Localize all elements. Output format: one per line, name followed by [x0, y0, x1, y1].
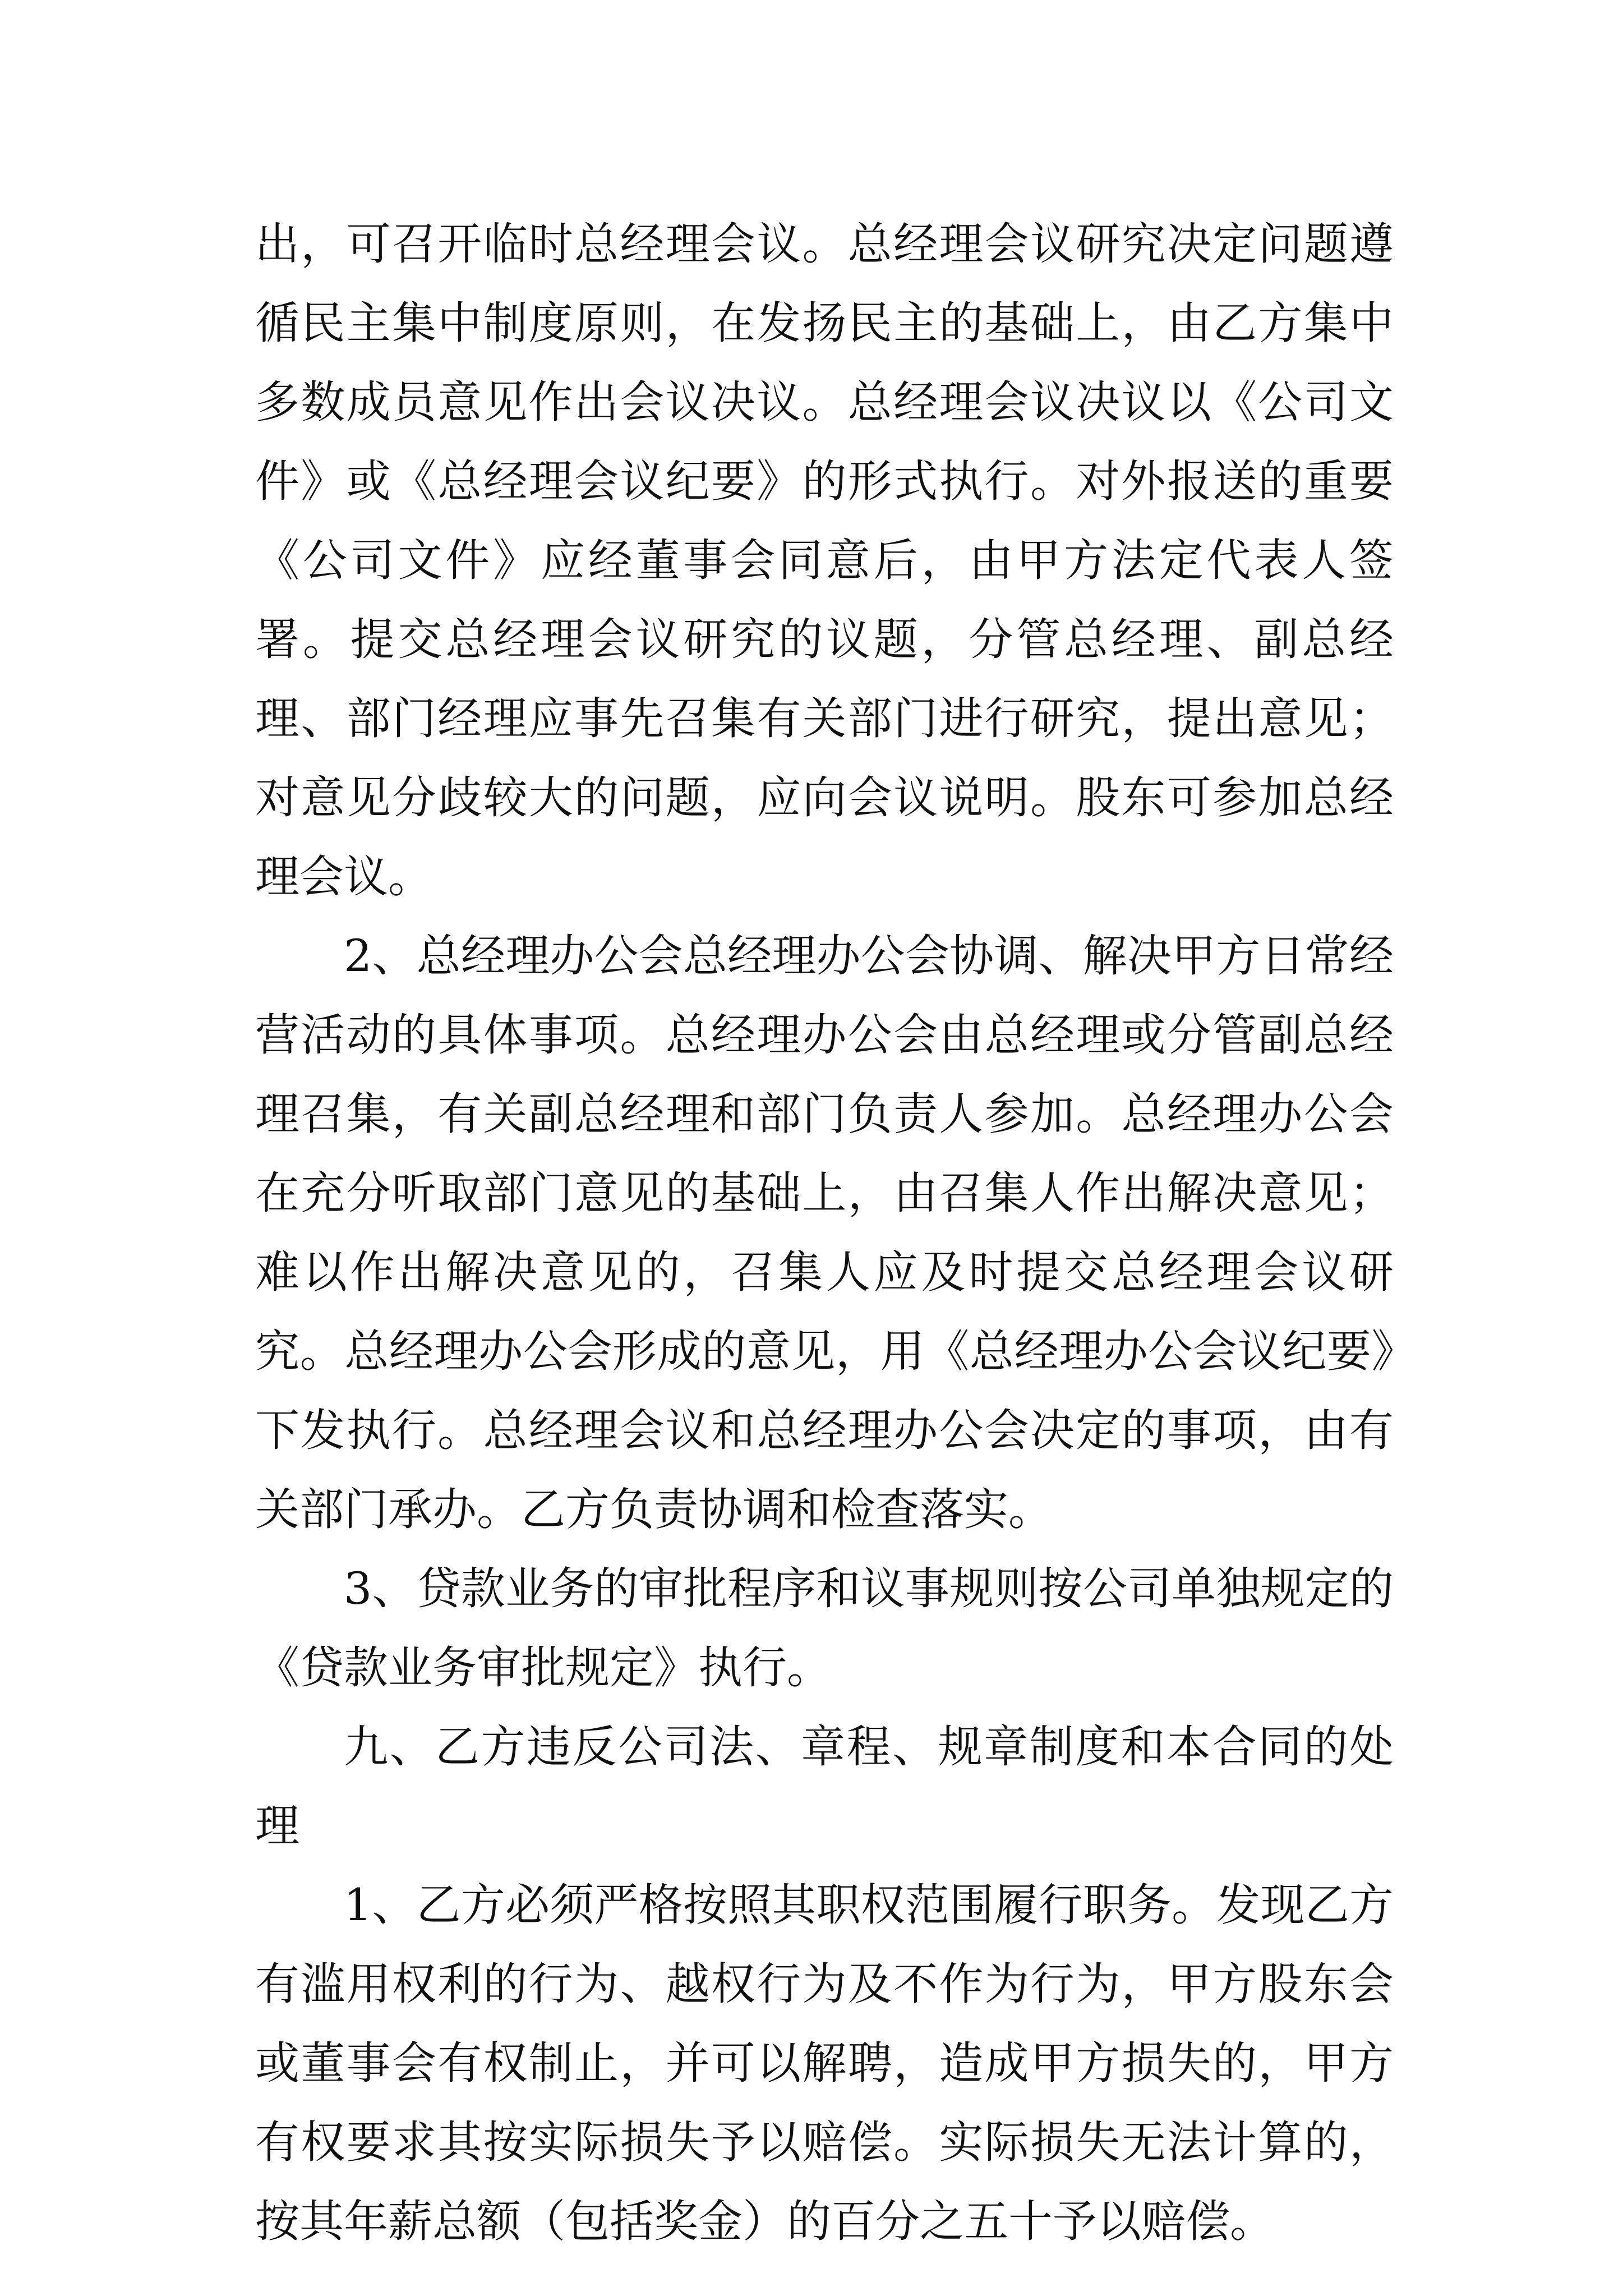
- document-body: [255, 205, 1394, 2261]
- paragraph-continuation: 出，可召开临时总经理会议。总经理会议研究决定问题遵循民主集中制度原则，在发扬民主的基础上，由乙方集中多数成员意见作出会议决议。总经理会议决议以《公司文件》或《总经理会议纪要》的形式执行。对外报送的重要《公司文件》应经董事会同意后，由甲方法定代表人签署。提交总经理会议研究的议题，分管总经理、副总经理、部门经理应事先召集有关部门进行研究，提出意见；对意见分歧较大的问题，应向会议说明。股东可参加总经理会议。: [255, 218, 1394, 903]
- paragraph-item-2: 2、总经理办公会总经理办公会协调、解决甲方日常经营活动的具体事项。总经理办公会由总经理或分管副总经理召集，有关副总经理和部门负责人参加。总经理办公会在充分听取部门意见的基础上，由召集人作出解决意见；难以作出解决意见的，召集人应及时提交总经理会议研究。总经理办公会形成的意见，用《总经理办公会议纪要》下发执行。总经理会议和总经理办公会决定的事项，由有关部门承办。乙方负责协调和检查落实。: [255, 930, 1394, 1535]
- paragraph-item-1: 1、乙方必须严格按照其职权范围履行职务。发现乙方有滥用权利的行为、越权行为及不作为行为，甲方股东会或董事会有权制止，并可以解聘，造成甲方损失的，甲方有权要求其按实际损失予以赔偿。实际损失无法计算的，按其年薪总额（包括奖金）的百分之五十予以赔偿。: [255, 1879, 1394, 2247]
- section-heading-9: 九、乙方违反公司法、章程、规章制度和本合同的处理: [255, 1721, 1394, 1852]
- paragraph-item-3: 3、贷款业务的审批程序和议事规则按公司单独规定的《贷款业务审批规定》执行。: [255, 1563, 1394, 1694]
